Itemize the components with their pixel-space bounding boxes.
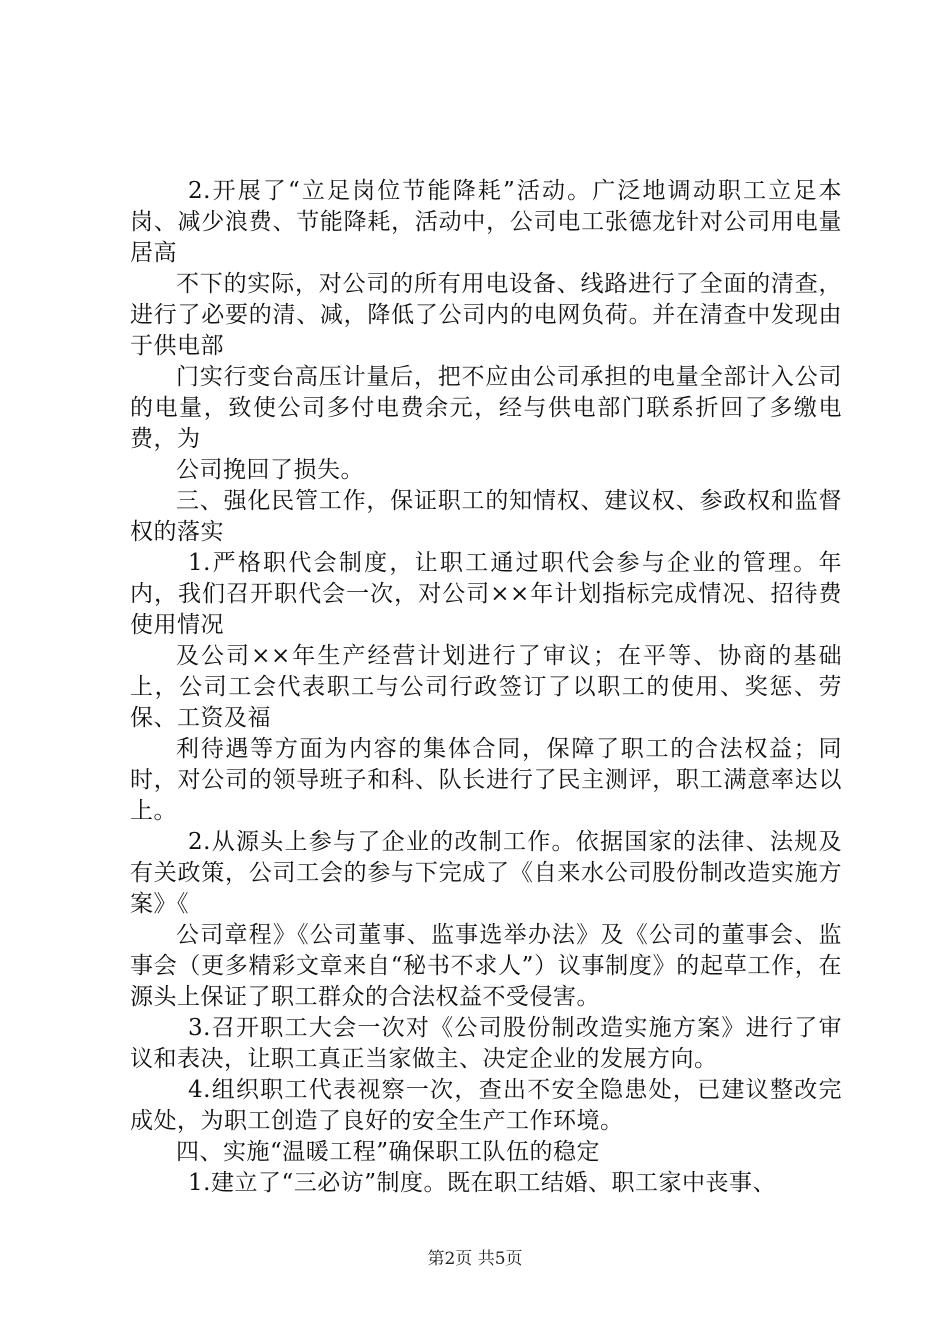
paragraph-energy-saving-activity: 2.开展了“立足岗位节能降耗”活动。广泛地调动职工立足本岗、减少浪费、节能降耗，活动中，公司电工张德龙针对公司用电量居高 [130, 178, 842, 266]
paragraph-restructuring: 2.从源头上参与了企业的改制工作。依据国家的法律、法规及有关政策，公司工会的参与下完成了《自来水公司股份制改造实施方案》《 [130, 829, 842, 917]
section-heading-warmth-project: 四、实施“温暖工程”确保职工队伍的稳定 [176, 1139, 601, 1165]
paragraph-charter-drafting: 公司章程》《公司董事、监事选举办法》及《公司的董事会、监事会（更多精彩文章来自“秘书不求人”）议事制度》的起草工作，在源头上保证了职工群众的合法权益不受侵害。 [130, 922, 842, 1010]
paragraph-general-assembly: 3.召开职工大会一次对《公司股份制改造实施方案》进行了审议和表决，让职工真正当家做主、决定企业的发展方向。 [130, 1015, 842, 1072]
paragraph-loss-recovered: 公司挽回了损失。 [176, 457, 364, 483]
paragraph-three-visits: 1.建立了“三必访”制度。既在职工结婚、职工家中丧事、 [188, 1170, 776, 1196]
section-heading-democratic-management: 三、强化民管工作，保证职工的知情权、建议权、参政权和监督权的落实 [130, 488, 842, 545]
paragraph-collective-contract: 及公司××年生产经营计划进行了审议；在平等、协商的基础上，公司工会代表职工与公司行政签订了以职工的使用、奖惩、劳保、工资及福 [130, 643, 842, 731]
paragraph-electrical-inspection: 不下的实际，对公司的所有用电设备、线路进行了全面的清查，进行了必要的清、减，降低了公司内的电网负荷。并在清查中发现由于供电部 [130, 271, 842, 359]
page-number-footer: 第2页 共5页 [427, 1249, 523, 1269]
paragraph-workers-congress: 1.严格职代会制度，让职工通过职代会参与企业的管理。年内，我们召开职代会一次，对公司××年计划指标完成情况、招待费使用情况 [130, 550, 842, 638]
paragraph-safety-inspection: 4.组织职工代表视察一次，查出不安全隐患处，已建议整改完成处，为职工创造了良好的安全生产工作环境。 [130, 1077, 842, 1134]
paragraph-democratic-evaluation: 利待遇等方面为内容的集体合同，保障了职工的合法权益；同时，对公司的领导班子和科、队长进行了民主测评，职工满意率达以上。 [130, 736, 842, 824]
paragraph-electricity-refund: 门实行变台高压计量后，把不应由公司承担的电量全部计入公司的电量，致使公司多付电费余元，经与供电部门联系折回了多缴电费，为 [130, 364, 842, 452]
document-body [130, 176, 842, 1199]
